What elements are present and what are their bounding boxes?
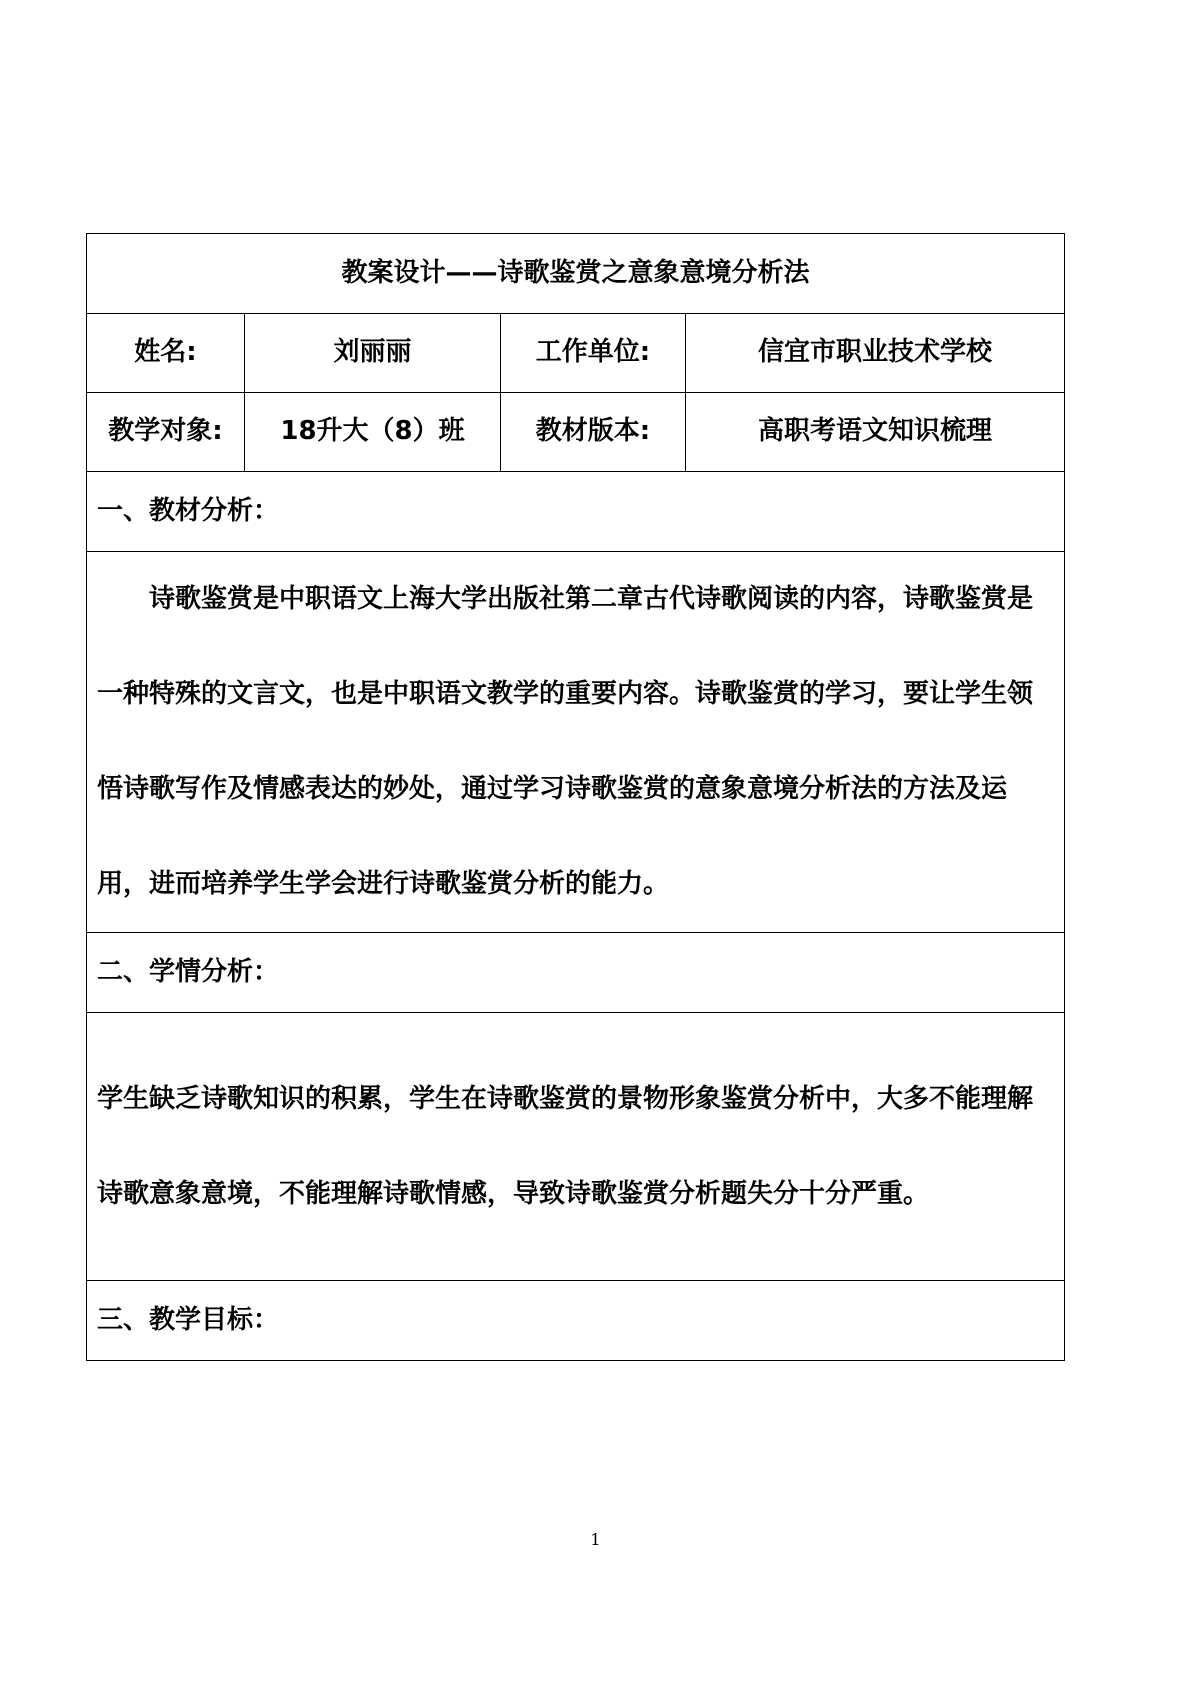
section-row-student-heading bbox=[87, 933, 1065, 1013]
document-title: 教案设计——诗歌鉴赏之意象意境分析法 bbox=[87, 234, 1065, 314]
teaching-target-label: 教学对象: bbox=[87, 393, 245, 472]
page-number: 1 bbox=[590, 1530, 601, 1549]
section-body-material: 诗歌鉴赏是中职语文上海大学出版社第二章古代诗歌阅读的内容，诗歌鉴赏是一种特殊的文言文，也是中职语文教学的重要内容。诗歌鉴赏的学习，要让学生领悟诗歌写作及情感表达的妙处，通过学习诗歌鉴赏的意象意境分析法的方法及运用，进而培养学生学会进行诗歌鉴赏分析的能力。 bbox=[97, 584, 1034, 899]
section-row-student-body bbox=[87, 1013, 1065, 1281]
name-value: 刘丽丽 bbox=[245, 314, 501, 393]
section-heading-student: 二、学情分析： bbox=[87, 933, 1065, 1013]
section-body-student-cell bbox=[87, 1013, 1065, 1281]
section-heading-goals: 三、教学目标： bbox=[87, 1281, 1065, 1361]
textbook-version-label: 教材版本: bbox=[501, 393, 686, 472]
section-heading-material: 一、教材分析： bbox=[87, 472, 1065, 552]
title-row bbox=[87, 234, 1065, 314]
textbook-version-value: 高职考语文知识梳理 bbox=[686, 393, 1065, 472]
info-row-class bbox=[87, 393, 1065, 472]
teaching-target-value: 18升大（8）班 bbox=[245, 393, 501, 472]
lesson-plan-table bbox=[86, 233, 1065, 1361]
section-row-material-body bbox=[87, 552, 1065, 933]
section-body-student: 学生缺乏诗歌知识的积累，学生在诗歌鉴赏的景物形象鉴赏分析中，大多不能理解诗歌意象意境，不能理解诗歌情感，导致诗歌鉴赏分析题失分十分严重。 bbox=[97, 1083, 1034, 1209]
name-label: 姓名: bbox=[87, 314, 245, 393]
info-row-name bbox=[87, 314, 1065, 393]
section-row-goals-heading bbox=[87, 1281, 1065, 1361]
section-body-material-cell bbox=[87, 552, 1065, 933]
work-unit-label: 工作单位: bbox=[501, 314, 686, 393]
work-unit-value: 信宜市职业技术学校 bbox=[686, 314, 1065, 393]
section-row-material-heading bbox=[87, 472, 1065, 552]
